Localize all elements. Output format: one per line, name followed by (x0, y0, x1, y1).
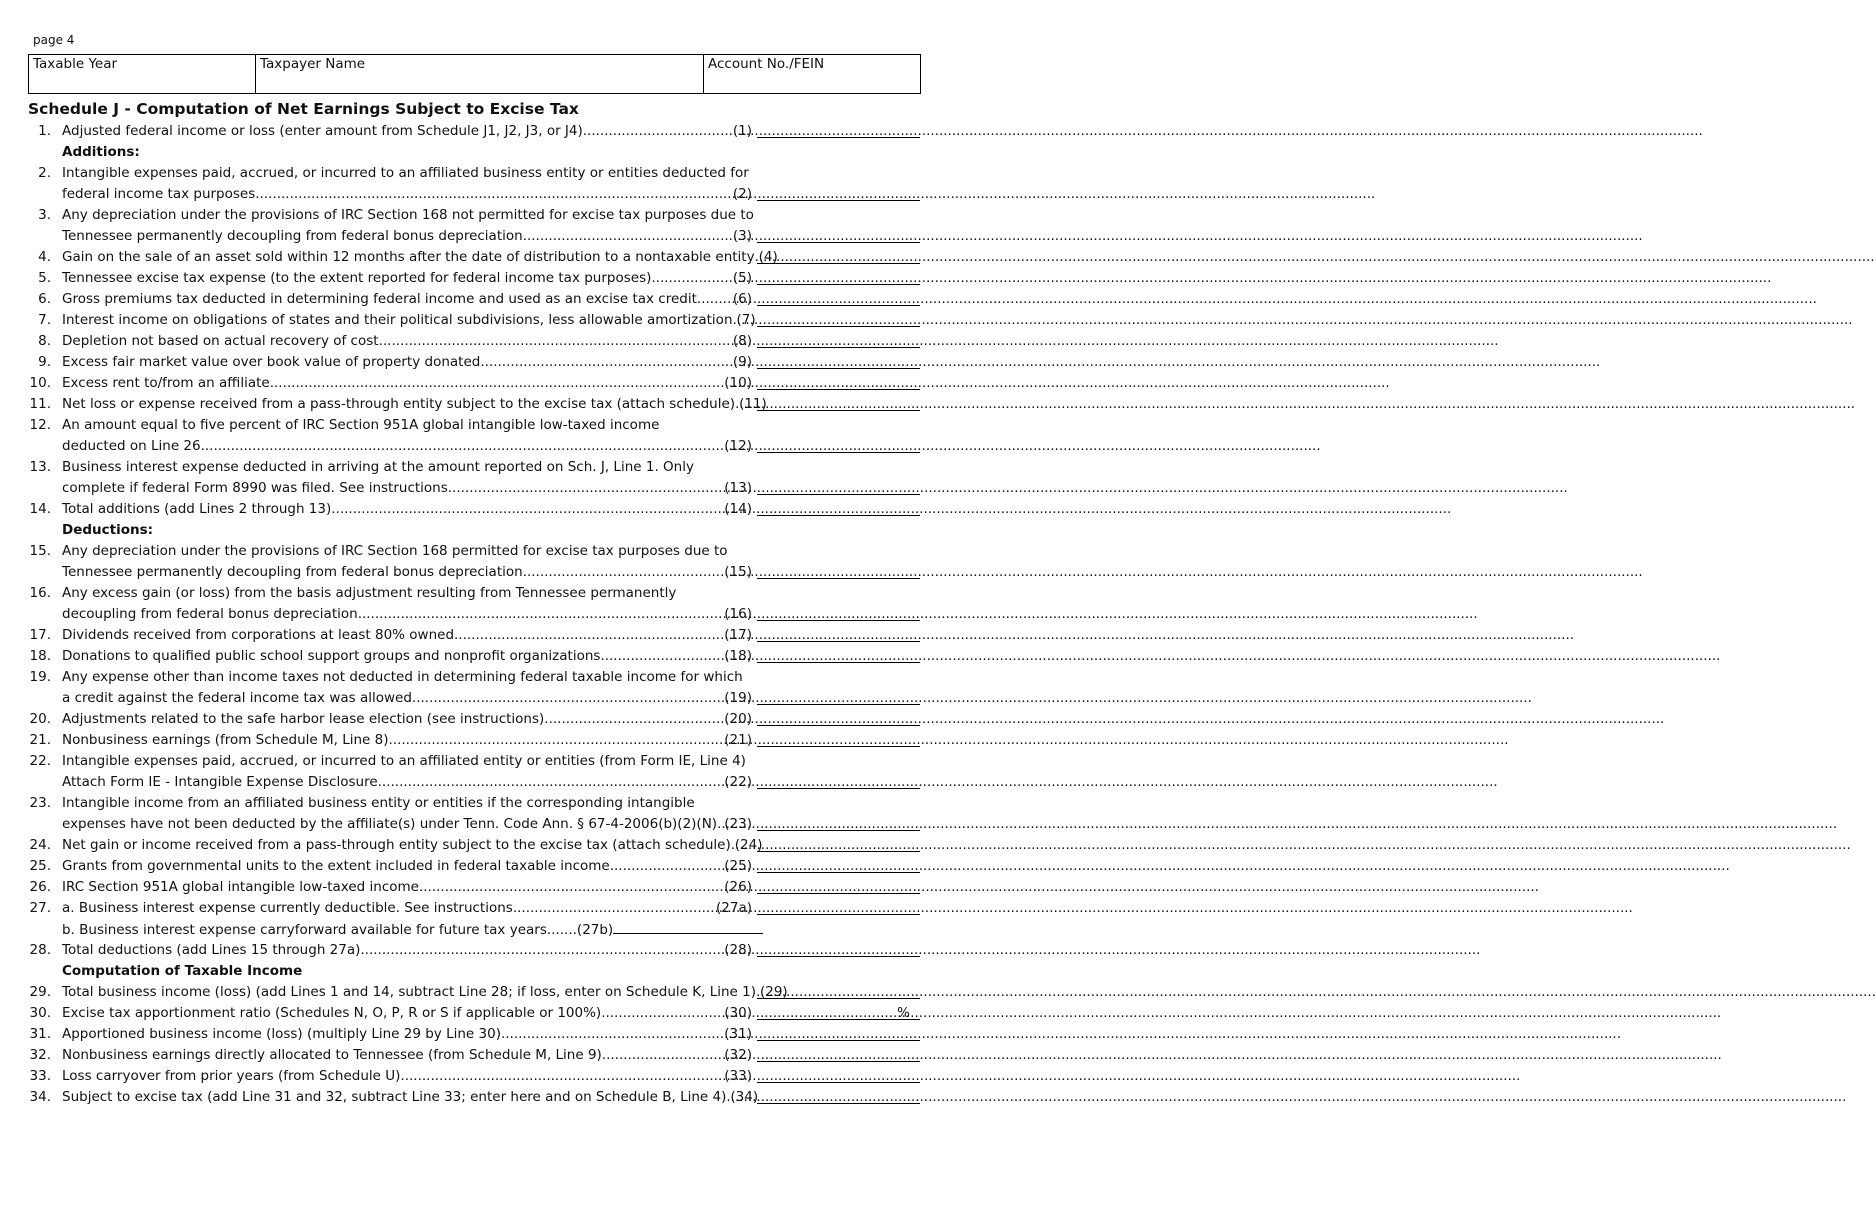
line-number: 22. (29, 753, 51, 769)
line-text: Net loss or expense received from a pass-through entity subject to the excise tax (attach schedule) (62, 396, 736, 412)
line-number: 34. (29, 1089, 51, 1105)
line-text: Business interest expense deducted in arriving at the amount reported on Sch. J, Line 1. Only (62, 459, 694, 475)
line-34 (0, 1087, 950, 1108)
line-number: 13. (29, 459, 51, 475)
line-7-amount[interactable] (757, 310, 920, 327)
line-10-amount[interactable] (757, 373, 920, 390)
line-3 (0, 205, 950, 226)
line-3-amount[interactable] (757, 226, 920, 243)
line-number: 9. (38, 354, 51, 370)
line-ref: (19) (724, 690, 752, 706)
line-29 (0, 982, 950, 1003)
line-ref: (18) (724, 648, 752, 664)
line-text-cont: decoupling from federal bonus depreciation (62, 606, 358, 622)
schedule-title: Schedule J - Computation of Net Earnings Subject to Excise Tax (28, 100, 579, 118)
line-ref: (3) (732, 228, 752, 244)
line-ref: (15) (724, 564, 752, 580)
line-27b: b. Business interest expense carryforward available for future tax years.......(27b) (0, 919, 950, 940)
line-text-cont: Attach Form IE - Intangible Expense Disclosure (62, 774, 378, 790)
line-text: Interest income on obligations of states and their political subdivisions, less allowable amortization (62, 312, 733, 328)
line-number: 21. (29, 732, 51, 748)
line-number: 15. (29, 543, 51, 559)
line-31 (0, 1024, 950, 1045)
line-23 (0, 793, 950, 814)
line-21-amount[interactable] (757, 730, 920, 747)
line-9 (0, 352, 950, 373)
line-text: Gross premiums tax deducted in determining federal income and used as an excise tax credit (62, 291, 697, 307)
taxpayer-name-field[interactable]: Taxpayer Name (255, 55, 703, 93)
line-text: Loss carryover from prior years (from Schedule U) (62, 1068, 401, 1084)
line-15-amount[interactable] (757, 562, 920, 579)
line-ref: (25) (724, 858, 752, 874)
line-number: 12. (29, 417, 51, 433)
line-33-amount[interactable] (757, 1066, 920, 1083)
line-number: 3. (38, 207, 51, 223)
line-17 (0, 625, 950, 646)
line-20-amount[interactable] (757, 709, 920, 726)
line-number: 23. (29, 795, 51, 811)
line-34-amount[interactable] (757, 1087, 920, 1104)
line-text: Nonbusiness earnings directly allocated to Tennessee (from Schedule M, Line 9) (62, 1047, 602, 1063)
line-11-amount[interactable] (757, 394, 920, 411)
line-ref: (27a) (716, 900, 752, 916)
line-text: Any depreciation under the provisions of IRC Section 168 permitted for excise tax purposes due to (62, 543, 728, 559)
line-ref: (26) (724, 879, 752, 895)
line-number: 31. (29, 1026, 51, 1042)
line-text: Depletion not based on actual recovery of cost (62, 333, 379, 349)
line-text: Intangible expenses paid, accrued, or incurred to an affiliated business entity or entities deducted for (62, 165, 749, 181)
line-number: 5. (38, 270, 51, 286)
line-text: Intangible income from an affiliated business entity or entities if the corresponding intangible (62, 795, 695, 811)
line-ref: (28) (724, 942, 752, 958)
line-text: Tennessee excise tax expense (to the extent reported for federal income tax purposes) (62, 270, 652, 286)
line-9-amount[interactable] (757, 352, 920, 369)
line-text: a. Business interest expense currently deductible. See instructions (62, 900, 513, 916)
line-ref: (9) (732, 354, 752, 370)
line-22 (0, 751, 950, 772)
line-8 (0, 331, 950, 352)
line-number: 20. (29, 711, 51, 727)
line-ref: (27b) (576, 922, 614, 938)
line-8-amount[interactable] (757, 331, 920, 348)
line-ref: (21) (724, 732, 752, 748)
line-text: Any depreciation under the provisions of IRC Section 168 not permitted for excise tax purposes due to (62, 207, 754, 223)
line-number: 18. (29, 648, 51, 664)
line-number: 14. (29, 501, 51, 517)
line-number: 25. (29, 858, 51, 874)
line-33 (0, 1066, 950, 1087)
line-number: 2. (38, 165, 51, 181)
line-text: Adjustments related to the safe harbor lease election (see instructions) (62, 711, 545, 727)
line-28 (0, 940, 950, 961)
line-ref: (29) (759, 984, 788, 1000)
line-ref: (5) (732, 270, 752, 286)
line-text-cont: a credit against the federal income tax was allowed (62, 690, 412, 706)
line-ref: (17) (724, 627, 752, 643)
line-ref: (4) (758, 249, 778, 265)
line-number: 30. (29, 1005, 51, 1021)
line-19-amount[interactable] (757, 688, 920, 705)
deductions-heading: Deductions: (62, 522, 154, 538)
percent-sign: % (897, 1005, 910, 1021)
line-text: An amount equal to five percent of IRC Section 951A global intangible low-taxed income (62, 417, 660, 433)
line-15 (0, 541, 950, 562)
line-4-amount[interactable] (757, 247, 920, 264)
line-number: 10. (29, 375, 51, 391)
line-27a (0, 898, 950, 919)
line-ref: (34) (730, 1089, 759, 1105)
line-31-amount[interactable] (757, 1024, 920, 1041)
line-14 (0, 499, 950, 520)
line-text: Total additions (add Lines 2 through 13) (62, 501, 332, 517)
line-text: Subject to excise tax (add Line 31 and 32, subtract Line 33; enter here and on Schedule B, Line 4) (62, 1089, 727, 1105)
line-16-amount[interactable] (757, 604, 920, 621)
line-6 (0, 289, 950, 310)
line-12-amount[interactable] (757, 436, 920, 453)
line-text: Any expense other than income taxes not deducted in determining federal taxable income for which (62, 669, 743, 685)
line-number: 8. (38, 333, 51, 349)
line-number: 17. (29, 627, 51, 643)
line-17-amount[interactable] (757, 625, 920, 642)
line-2 (0, 163, 950, 184)
line-7 (0, 310, 950, 331)
line-text: Gain on the sale of an asset sold within 12 months after the date of distribution to a nontaxable entity (62, 249, 755, 265)
line-ref: (23) (724, 816, 752, 832)
line-ref: (11) (739, 396, 767, 412)
line-19 (0, 667, 950, 688)
line-5 (0, 268, 950, 289)
line-ref: (14) (724, 501, 752, 517)
line-ref: (1) (732, 123, 752, 139)
line-number: 6. (38, 291, 51, 307)
line-4 (0, 247, 950, 268)
line-ref: (16) (724, 606, 752, 622)
line-ref: (10) (724, 375, 752, 391)
line-29-amount[interactable] (757, 982, 920, 999)
line-25-amount[interactable] (757, 856, 920, 873)
schedule-lines (0, 121, 950, 1108)
line-32-amount[interactable] (757, 1045, 920, 1062)
line-number: 16. (29, 585, 51, 601)
account-no-field[interactable]: Account No./FEIN (703, 55, 920, 93)
line-26-amount[interactable] (757, 877, 920, 894)
line-ref: (31) (724, 1026, 752, 1042)
line-text: Excess rent to/from an affiliate (62, 375, 270, 391)
line-number: 11. (29, 396, 51, 412)
line-2-amount[interactable] (757, 184, 920, 201)
line-6-amount[interactable] (757, 289, 920, 306)
line-ref: (2) (732, 186, 752, 202)
line-18-amount[interactable] (757, 646, 920, 663)
line-ref: (13) (724, 480, 752, 496)
line-11 (0, 394, 950, 415)
line-text: Nonbusiness earnings (from Schedule M, Line 8) (62, 732, 389, 748)
line-18 (0, 646, 950, 667)
line-1 (0, 121, 950, 142)
line-text: Excise tax apportionment ratio (Schedules N, O, P, R or S if applicable or 100%) (62, 1005, 602, 1021)
line-text-cont: Tennessee permanently decoupling from federal bonus depreciation (62, 564, 523, 580)
line-24 (0, 835, 950, 856)
line-text-cont: complete if federal Form 8990 was filed. See instructions (62, 480, 448, 496)
line-ref: (20) (724, 711, 752, 727)
line-27a-amount[interactable] (757, 898, 920, 915)
line-number: 4. (38, 249, 51, 265)
line-32 (0, 1045, 950, 1066)
line-ref: (22) (724, 774, 752, 790)
line-22-amount[interactable] (757, 772, 920, 789)
line-number: 19. (29, 669, 51, 685)
line-ref: (6) (732, 291, 752, 307)
line-text: Donations to qualified public school support groups and nonprofit organizations (62, 648, 601, 664)
line-text: Net gain or income received from a pass-through entity subject to the excise tax (attach schedule) (62, 837, 731, 853)
line-text: Any excess gain (or loss) from the basis adjustment resulting from Tennessee permanently (62, 585, 677, 601)
line-text: Apportioned business income (loss) (multiply Line 29 by Line 30) (62, 1026, 501, 1042)
line-ref: (12) (724, 438, 752, 454)
line-text: IRC Section 951A global intangible low-taxed income (62, 879, 419, 895)
line-28-amount[interactable] (757, 940, 920, 957)
line-text: b. Business interest expense carryforward available for future tax years (62, 922, 547, 938)
line-13-amount[interactable] (757, 478, 920, 495)
line-number: 26. (29, 879, 51, 895)
taxable-year-field[interactable]: Taxable Year (33, 56, 118, 72)
line-30-amount[interactable] (757, 1003, 920, 1020)
page-number: page 4 (33, 33, 75, 47)
line-ref: (33) (724, 1068, 752, 1084)
line-number: 29. (29, 984, 51, 1000)
line-text-cont: federal income tax purposes (62, 186, 256, 202)
line-23-amount[interactable] (757, 814, 920, 831)
line-number: 33. (29, 1068, 51, 1084)
line-number: 32. (29, 1047, 51, 1063)
line-number: 1. (38, 123, 51, 139)
line-number: 27. (29, 900, 51, 916)
line-14-amount[interactable] (757, 499, 920, 516)
line-16 (0, 583, 950, 604)
line-text-cont: Tennessee permanently decoupling from federal bonus depreciation (62, 228, 523, 244)
line-text: Adjusted federal income or loss (enter amount from Schedule J1, J2, J3, or J4) (62, 123, 583, 139)
line-text: Total deductions (add Lines 15 through 27a) (62, 942, 361, 958)
computation-heading: Computation of Taxable Income (62, 963, 303, 979)
line-21 (0, 730, 950, 751)
line-30 (0, 1003, 950, 1024)
line-ref: (32) (724, 1047, 752, 1063)
line-text: Total business income (loss) (add Lines 1 and 14, subtract Line 28; if loss, enter on Schedule K, Line 1) (62, 984, 756, 1000)
line-26 (0, 877, 950, 898)
line-20 (0, 709, 950, 730)
line-text: Grants from governmental units to the extent included in federal taxable income (62, 858, 610, 874)
line-ref: (8) (732, 333, 752, 349)
line-12 (0, 415, 950, 436)
line-27b-amount[interactable] (613, 919, 763, 934)
additions-heading: Additions: (62, 144, 140, 160)
line-text-cont: deducted on Line 26 (62, 438, 201, 454)
line-13 (0, 457, 950, 478)
line-number: 24. (29, 837, 51, 853)
line-text: Intangible expenses paid, accrued, or incurred to an affiliated entity or entities (from Form IE, Line 4) (62, 753, 746, 769)
line-ref: (7) (736, 312, 756, 328)
line-1-amount[interactable] (757, 121, 920, 138)
line-number: 28. (29, 942, 51, 958)
line-5-amount[interactable] (757, 268, 920, 285)
taxpayer-header-box (28, 54, 921, 94)
line-text-cont: expenses have not been deducted by the affiliate(s) under Tenn. Code Ann. § 67-4-2006(b)(2)(N) (62, 816, 718, 832)
line-25 (0, 856, 950, 877)
line-number: 7. (38, 312, 51, 328)
line-text: Dividends received from corporations at least 80% owned (62, 627, 455, 643)
line-text: Excess fair market value over book value of property donated (62, 354, 481, 370)
line-ref: (24) (734, 837, 763, 853)
line-ref: (30) (724, 1005, 752, 1021)
line-24-amount[interactable] (757, 835, 920, 852)
line-10 (0, 373, 950, 394)
